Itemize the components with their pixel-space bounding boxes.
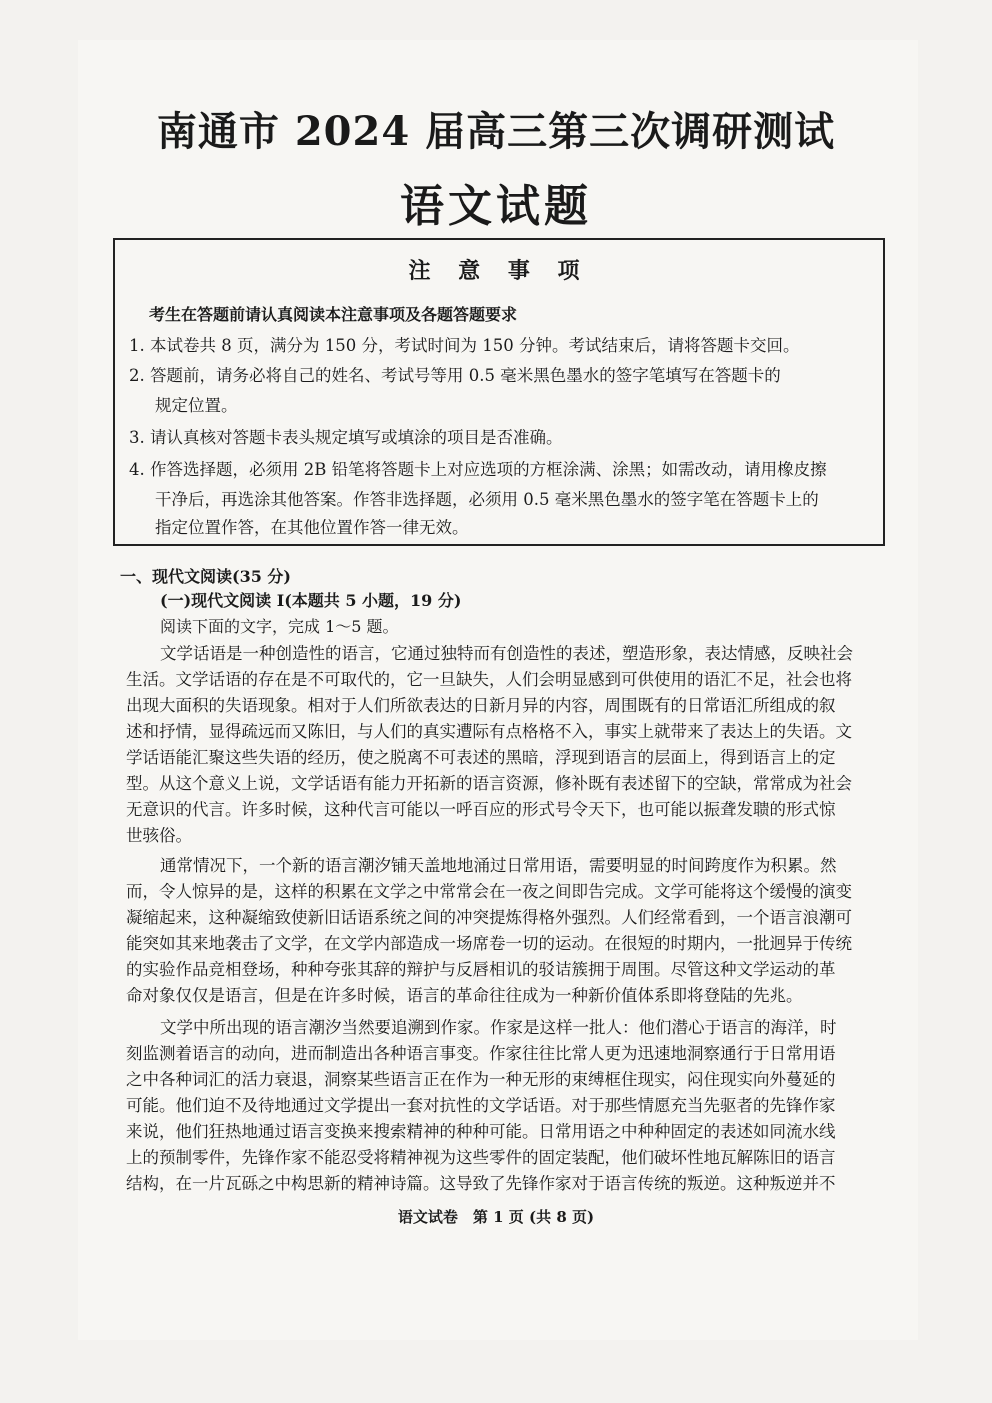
passage-line: 无意识的代言。许多时候，这种代言可能以一呼百应的形式号令天下，也可能以振聋发聩的形式惊 <box>126 800 836 819</box>
passage-line: 学话语能汇聚这些失语的经历，使之脱离不可表述的黑暗，浮现到语言的层面上，得到语言上的定 <box>126 748 836 767</box>
passage-line: 而，令人惊异的是，这样的积累在文学之中常常会在一夜之间即告完成。文学可能将这个缓慢的演变 <box>126 882 852 901</box>
passage-line: 生活。文学话语的存在是不可取代的，它一旦缺失，人们会明显感到可供使用的语汇不足，社会也将 <box>126 670 852 689</box>
passage-line: 文学话语是一种创造性的语言，它通过独特而有创造性的表述，塑造形象，表达情感，反映社会 <box>160 644 853 663</box>
exam-title: 南通市 2024 届高三第三次调研测试 <box>156 108 836 155</box>
notice-heading: 注 意 事 项 <box>408 258 590 284</box>
section-heading: 一、现代文阅读(35 分) <box>120 567 291 586</box>
passage-line: 结构，在一片瓦砾之中构思新的精神诗篇。这导致了先锋作家对于语言传统的叛逆。这种叛逆并不 <box>126 1174 836 1193</box>
passage-line: 出现大面积的失语现象。相对于人们所欲表达的日新月异的内容，周围既有的日常语汇所组成的叙 <box>126 696 836 715</box>
passage-line: 凝缩起来，这种凝缩致使新旧话语系统之间的冲突提炼得格外强烈。人们经常看到，一个语言浪潮可 <box>126 908 852 927</box>
passage-line: 命对象仅仅是语言，但是在许多时候，语言的革命往往成为一种新价值体系即将登陆的先兆。 <box>126 986 803 1005</box>
passage-line: 上的预制零件，先锋作家不能忍受将精神视为这些零件的固定装配，他们破坏性地瓦解陈旧的语言 <box>126 1148 836 1167</box>
page-footer: 语文试卷 第 1 页 (共 8 页) <box>397 1208 595 1226</box>
passage-line: 文学中所出现的语言潮汐当然要追溯到作家。作家是这样一批人：他们潜心于语言的海洋，时 <box>160 1018 837 1037</box>
passage-line: 刻监测着语言的动向，进而制造出各种语言事变。作家往往比常人更为迅速地洞察通行于日常用语 <box>126 1044 836 1063</box>
passage-line: 述和抒情，显得疏远而又陈旧，与人们的真实遭际有点格格不入，事实上就带来了表达上的失语。文 <box>126 722 852 741</box>
notice-item: 指定位置作答，在其他位置作答一律无效。 <box>155 518 469 537</box>
passage-line: 能突如其来地袭击了文学，在文学内部造成一场席卷一切的运动。在很短的时期内，一批迥异于传统 <box>126 934 852 953</box>
exam-subtitle: 语文试题 <box>400 181 592 232</box>
notice-item: 1. 本试卷共 8 页，满分为 150 分，考试时间为 150 分钟。考试结束后，请将答题卡交回。 <box>129 336 800 355</box>
passage-line: 型。从这个意义上说，文学话语有能力开拓新的语言资源，修补既有表述留下的空缺，常常成为社会 <box>126 774 852 793</box>
passage-line: 可能。他们迫不及待地通过文学提出一套对抗性的文学话语。对于那些情愿充当先驱者的先锋作家 <box>126 1096 836 1115</box>
passage-line: 的实验作品竞相登场，种种夸张其辞的辩护与反唇相讥的驳诘簇拥于周围。尽管这种文学运动的革 <box>126 960 836 979</box>
reading-instruction: 阅读下面的文字，完成 1～5 题。 <box>160 617 399 636</box>
notice-box <box>113 238 885 546</box>
subsection-heading: (一)现代文阅读 I(本题共 5 小题，19 分) <box>160 591 462 610</box>
notice-item: 干净后，再选涂其他答案。作答非选择题，必须用 0.5 毫米黑色墨水的签字笔在答题卡上的 <box>155 490 819 509</box>
notice-item: 规定位置。 <box>155 396 238 415</box>
passage-line: 世骇俗。 <box>126 826 192 845</box>
notice-intro: 考生在答题前请认真阅读本注意事项及各题答题要求 <box>149 305 518 324</box>
passage-line: 通常情况下，一个新的语言潮汐铺天盖地地涌过日常用语，需要明显的时间跨度作为积累。然 <box>160 856 837 875</box>
passage-line: 之中各种词汇的活力衰退，洞察某些语言正在作为一种无形的束缚框住现实，闷住现实向外蔓延的 <box>126 1070 836 1089</box>
passage-line: 来说，他们狂热地通过语言变换来搜索精神的种种可能。日常用语之中种种固定的表述如同流水线 <box>126 1122 836 1141</box>
notice-item: 3. 请认真核对答题卡表头规定填写或填涂的项目是否准确。 <box>129 428 563 447</box>
notice-item: 4. 作答选择题，必须用 2B 铅笔将答题卡上对应选项的方框涂满、涂黑；如需改动，请用橡皮擦 <box>129 460 827 479</box>
notice-item: 2. 答题前，请务必将自己的姓名、考试号等用 0.5 毫米黑色墨水的签字笔填写在答题卡的 <box>129 366 781 385</box>
